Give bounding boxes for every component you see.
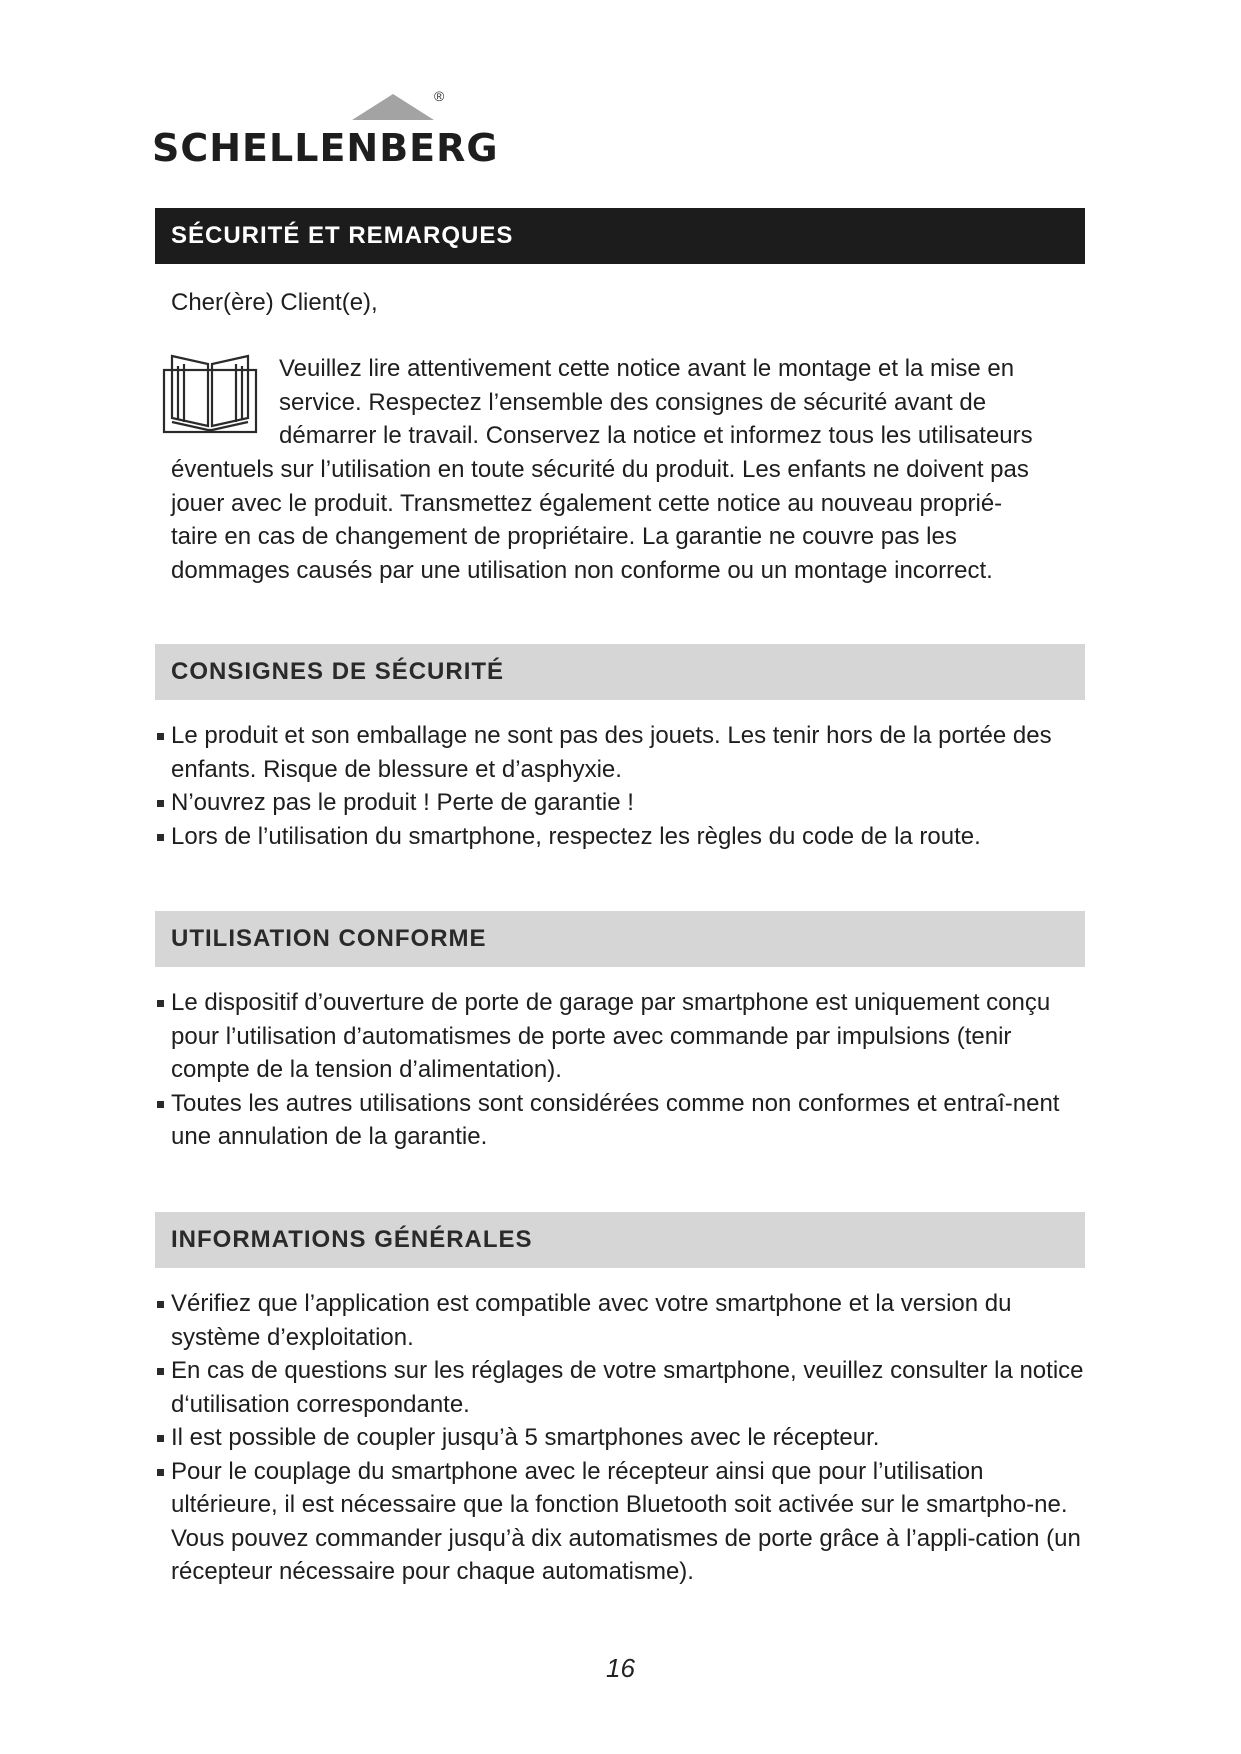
intro-line: démarrer le travail. Conservez la notice et informez tous les utilisateurs	[279, 422, 1033, 449]
intro-paragraph-rest	[171, 453, 1091, 587]
intro-line: éventuels sur l’utilisation en toute sécurité du produit. Les enfants ne doivent pas	[171, 456, 1029, 483]
general-info-list	[155, 1287, 1085, 1589]
intro-line: Veuillez lire attentivement cette notice avant le montage et la mise en	[279, 355, 1015, 382]
intro-paragraph-top	[279, 352, 1099, 453]
list-item: En cas de questions sur les réglages de votre smartphone, veuillez consulter la notice d‘utilisation correspondante.	[155, 1354, 1085, 1421]
section-header-safety-instructions: CONSIGNES DE SÉCURITÉ	[155, 644, 1085, 700]
safety-instructions-list	[155, 719, 1085, 853]
list-item: Le produit et son emballage ne sont pas des jouets. Les tenir hors de la portée des enfants. Risque de blessure et d’asphyxie.	[155, 719, 1085, 786]
list-item: Vérifiez que l’application est compatible avec votre smartphone et la version du système d’exploitation.	[155, 1287, 1085, 1354]
intended-use-list	[155, 986, 1085, 1154]
list-item: Pour le couplage du smartphone avec le récepteur ainsi que pour l’utilisation ultérieure, il est nécessaire que la fonction Bluetooth soit activée sur le smartpho-ne. Vous pouvez commander jusqu’à dix automatismes de porte grâce à l’appli-cation (un récepteur nécessaire pour chaque automatisme).	[155, 1455, 1085, 1589]
list-item: Lors de l’utilisation du smartphone, respectez les règles du code de la route.	[155, 820, 1085, 854]
list-item: Le dispositif d’ouverture de porte de garage par smartphone est uniquement conçu pour l’utilisation d’automatismes de porte avec commande par impulsions (tenir compte de la tension d’alimentation).	[155, 986, 1085, 1087]
registered-mark: ®	[434, 88, 445, 104]
brand-name: SCHELLENBERG	[152, 126, 499, 170]
page-number: 16	[606, 1653, 635, 1683]
list-item: N’ouvrez pas le produit ! Perte de garantie !	[155, 786, 1085, 820]
schellenberg-logo	[152, 86, 499, 176]
greeting: Cher(ère) Client(e),	[171, 289, 378, 316]
intro-line: taire en cas de changement de propriétaire. La garantie ne couvre pas les	[171, 523, 957, 550]
open-book-icon	[160, 348, 260, 436]
intro-line: jouer avec le produit. Transmettez également cette notice au nouveau proprié-	[171, 489, 1003, 517]
intro-line: dommages causés par une utilisation non conforme ou un montage incorrect.	[171, 556, 993, 584]
list-item: Toutes les autres utilisations sont considérées comme non conformes et entraî-nent une annulation de la garantie.	[155, 1087, 1085, 1154]
section-header-safety-notes: SÉCURITÉ ET REMARQUES	[155, 208, 1085, 264]
section-header-general-info: INFORMATIONS GÉNÉRALES	[155, 1212, 1085, 1268]
list-item: Il est possible de coupler jusqu’à 5 smartphones avec le récepteur.	[155, 1421, 1085, 1455]
section-header-intended-use: UTILISATION CONFORME	[155, 911, 1085, 967]
roof-icon	[352, 86, 434, 120]
intro-line: service. Respectez l’ensemble des consignes de sécurité avant de	[279, 388, 987, 416]
